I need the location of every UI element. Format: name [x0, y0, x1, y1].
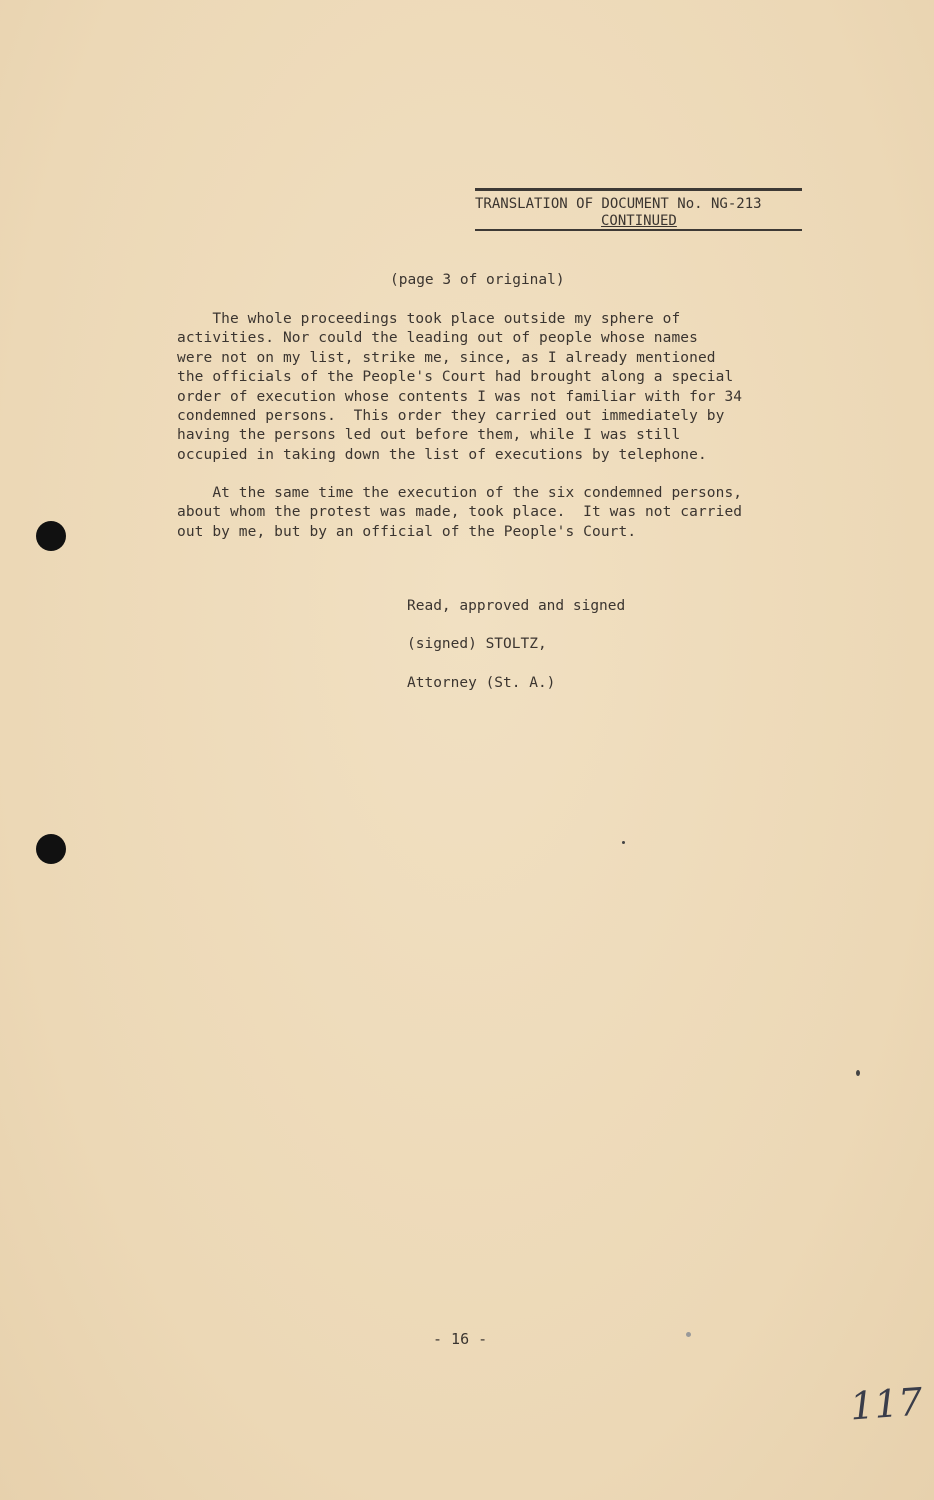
signature-approval-line: Read, approved and signed	[407, 598, 626, 614]
punch-hole-bottom	[36, 834, 66, 864]
document-subtitle: CONTINUED	[601, 213, 677, 229]
ink-speck	[622, 841, 625, 844]
page-number: - 16 -	[433, 1330, 488, 1348]
ink-speck	[686, 1332, 691, 1337]
header-bottom-rule	[475, 229, 802, 231]
punch-hole-top	[36, 521, 66, 551]
signature-title-line: Attorney (St. A.)	[407, 675, 556, 691]
header-top-rule	[475, 188, 802, 191]
body-paragraph-1: The whole proceedings took place outside my sphere of activities. Nor could the leading out of people whose names were not on my list, strike me, since, as I already mentioned the officials of the People's Court had brought along a special order of execution whose contents I was not familiar with for 34 condemned persons. This order they carried out immediately by having the persons led out before them, while I was still occupied in taking down the list of executions by telephone.	[177, 311, 743, 463]
ink-speck	[856, 1070, 860, 1076]
original-page-reference: (page 3 of original)	[390, 272, 565, 288]
signature-name-line: (signed) STOLTZ,	[407, 636, 547, 652]
document-title: TRANSLATION OF DOCUMENT No. NG-213	[475, 196, 762, 212]
document-header	[475, 188, 802, 231]
body-paragraph-2: At the same time the execution of the six condemned persons, about whom the protest was made, took place. It was not carried out by me, but by an official of the People's Court.	[177, 485, 743, 540]
handwritten-page-mark: 117	[848, 1379, 924, 1429]
